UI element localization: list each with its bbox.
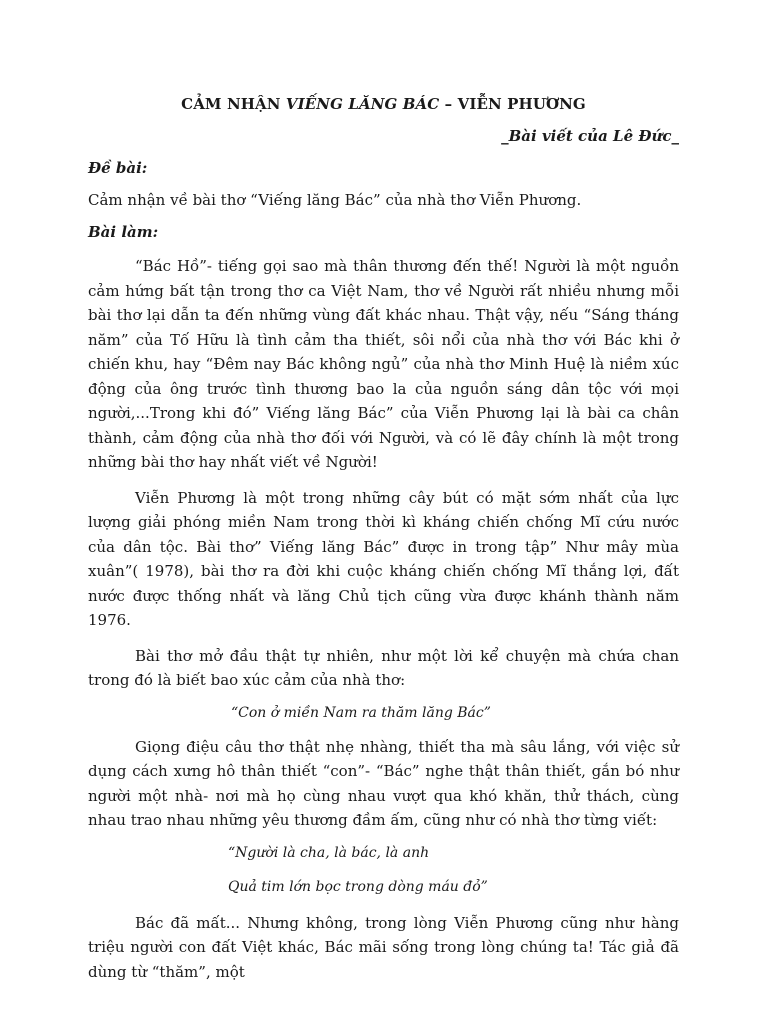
paragraph-2: Viễn Phương là một trong những cây bút có mặt sớm nhất của lực lượng giải phóng miền Nam trong thời kì kháng chiến chống Mĩ cứu nước của dân tộc. Bài thơ” Viếng lăng Bác” được in trong tập” Như mây mùa xuân”( 1978), bài thơ ra đời khi cuộc kháng chiến chống Mĩ thắng lợi, đất nước được thống nhất và lăng Chủ tịch cũng vừa được khánh thành năm 1976. [88, 488, 679, 629]
author-byline: _Bài viết của Lê Đức_ [501, 127, 679, 145]
poem-quote-1: “Con ở miền Nam ra thăm lăng Bác” [231, 704, 491, 721]
document-title [88, 94, 679, 114]
de-bai-text: Cảm nhận về bài thơ “Viếng lăng Bác” của nhà thơ Viễn Phương. [88, 191, 582, 209]
paragraph-4: Giọng điệu câu thơ thật nhẹ nhàng, thiết tha mà sâu lắng, với việc sử dụng cách xưng hô thân thiết “con”- “Bác” nghe thật thân thiết, gắn bó như người một nhà- nơi mà họ cùng nhau vượt qua khó khăn, thử thách, cùng nhau trao nhau những yêu thương đầm ấm, cũng như có nhà thơ từng viết: [88, 737, 679, 829]
paragraph-3: Bài thơ mở đầu thật tự nhiên, như một lời kể chuyện mà chứa chan trong đó là biết bao xúc cảm của nhà thơ: [88, 646, 679, 689]
poem-quote-2: “Người là cha, là bác, là anh [228, 844, 430, 861]
paragraph-1: “Bác Hồ”- tiếng gọi sao mà thân thương đến thế! Người là một nguồn cảm hứng bất tận trong thơ ca Việt Nam, thơ về Người rất nhiều nhưng mỗi bài thơ lại dẫn ta đến những vùng đất khác nhau. Thật vậy, nếu “Sáng tháng năm” của Tố Hữu là tình cảm tha thiết, sôi nổi của nhà thơ với Bác khi ở chiến khu, hay “Đêm nay Bác không ngủ” của nhà thơ Minh Huệ là niềm xúc động của ông trước tình thương bao la của nguồn sáng dân tộc với mọi người,...Trong khi đó” Viếng lăng Bác” của Viễn Phương lại là bài ca chân thành, cảm động của nhà thơ đối với Người, và có lẽ đây chính là một trong những bài thơ hay nhất viết về Người! [88, 257, 679, 471]
title-suffix: – VIỄN PHƯƠNG [439, 95, 586, 113]
title-prefix: CẢM NHẬN [181, 95, 286, 113]
poem-quote-3: Quả tim lớn bọc trong dòng máu đỏ” [228, 878, 488, 895]
paragraph-5: Bác đã mất... Nhưng không, trong lòng Viễn Phương cũng như hàng triệu người con đất Việt khác, Bác mãi sống trong lòng chúng ta! Tác giả đã dùng từ “thăm”, một [88, 913, 679, 981]
bai-lam-label: Bài làm: [88, 223, 159, 241]
de-bai-label: Đề bài: [88, 159, 148, 177]
title-poem-name: VIẾNG LĂNG BÁC [285, 95, 440, 113]
